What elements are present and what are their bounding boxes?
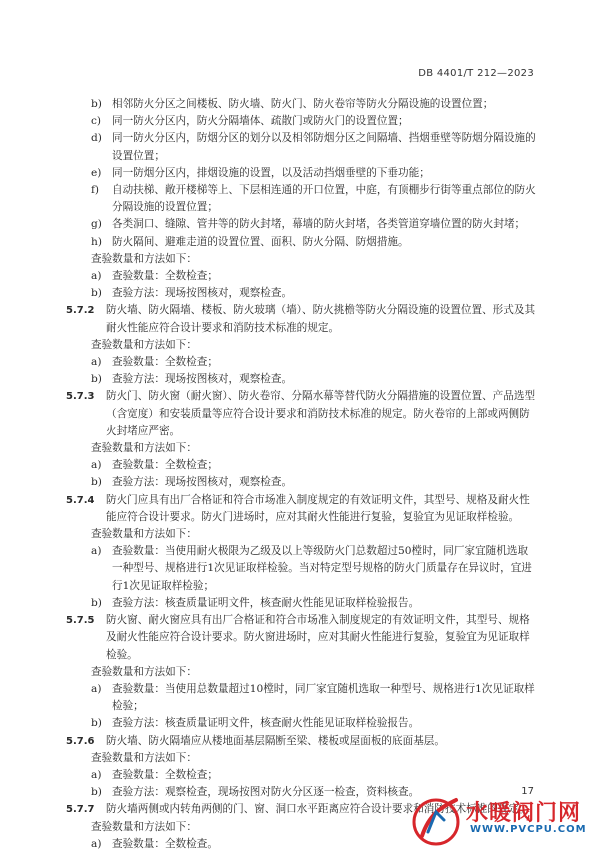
pv-logo-icon <box>410 792 466 848</box>
paragraph: 查验数量和方法如下： <box>91 751 197 764</box>
clause <box>66 612 538 664</box>
list-text: 查验数量：全数检查； <box>112 768 218 781</box>
list-marker: a) <box>91 270 102 283</box>
list-text: 查验数量：当使用耐火极限为乙级及以上等级防火门总数超过50樘时，同厂家宜随机选取一种型号、规格进行1次见证取样检验。当对特定型号规格的防火门质量存在异议时，宜进行1次见证取样检验； <box>112 545 532 592</box>
list-text: 同一防火分区内，防火分隔墙体、疏散门或防火门的设置位置； <box>112 115 409 128</box>
list-marker: c) <box>91 115 102 128</box>
list-text: 查验方法：核查质量证明文件，核查耐火性能见证取样检验报告。 <box>112 717 420 730</box>
list-text: 查验数量：全数检查。 <box>112 837 218 850</box>
clause <box>66 388 538 440</box>
watermark-brand: 水暖阀门网 <box>466 801 582 826</box>
clause-number: 5.7.2 <box>66 305 95 317</box>
list-item <box>66 216 538 233</box>
list-item <box>66 715 538 732</box>
paragraph: 查验数量和方法如下： <box>91 665 197 678</box>
clause-text: 防火墙、防火隔墙、楼板、防火玻璃（墙）、防火挑檐等防火分隔设施的设置位置、形式及其耐火性能应符合设计要求和消防技术标准的规定。 <box>106 304 536 334</box>
list-marker: b) <box>91 287 102 300</box>
document-code: DB 4401/T 212—2023 <box>418 68 534 79</box>
list-item <box>66 543 538 595</box>
clause-number: 5.7.5 <box>66 615 95 627</box>
list-item <box>66 371 538 388</box>
list-item <box>66 354 538 371</box>
list-text: 查验数量：全数检查； <box>112 356 218 369</box>
list-item <box>66 130 538 164</box>
list-item <box>66 595 538 612</box>
list-item <box>66 457 538 474</box>
list-text: 同一防火分区内，防烟分区的划分以及相邻防烟分区之间隔墙、挡烟垂壁等防烟分隔设施的设置位置； <box>112 132 536 162</box>
list-item <box>66 285 538 302</box>
list-item <box>66 234 538 251</box>
list-item <box>66 96 538 113</box>
watermark-url: WWW.PVCPU.COM <box>470 824 587 835</box>
paragraph: 查验数量和方法如下： <box>91 820 197 833</box>
list-text: 查验方法：现场按图核对，观察检查。 <box>112 476 293 489</box>
paragraph: 查验数量和方法如下： <box>91 252 197 265</box>
list-marker: a) <box>91 545 102 558</box>
list-marker: b) <box>91 98 102 110</box>
paragraph: 查验数量和方法如下： <box>91 338 197 351</box>
list-text: 查验方法：现场按图核对，观察检查。 <box>112 287 293 300</box>
paragraph: 查验数量和方法如下： <box>91 442 197 455</box>
list-marker: a) <box>91 356 102 369</box>
list-item <box>66 165 538 182</box>
list-marker: b) <box>91 717 102 730</box>
list-item <box>66 474 538 491</box>
document-body <box>66 96 538 853</box>
list-text: 查验数量：全数检查； <box>112 459 218 472</box>
list-text: 各类洞口、缝隙、管井等的防火封堵，幕墙的防火封堵，各类管道穿墙位置的防火封堵； <box>112 218 526 231</box>
list-marker: a) <box>91 768 102 781</box>
page-number: 17 <box>521 786 534 797</box>
list-item <box>66 113 538 130</box>
clause-number: 5.7.3 <box>66 391 95 403</box>
list-marker: d) <box>91 132 102 145</box>
list-text: 查验数量：当使用总数量超过10樘时，同厂家宜随机选取一种型号、规格进行1次见证取样检验； <box>112 682 535 713</box>
clause-number: 5.7.4 <box>66 494 95 506</box>
list-marker: g) <box>91 218 102 231</box>
list-item <box>66 182 538 216</box>
clause-number: 5.7.6 <box>66 735 95 747</box>
list-text: 查验方法：现场按图核对，观察检查。 <box>112 373 293 386</box>
list-text: 相邻防火分区之间楼板、防火墙、防火门、防火卷帘等防火分隔设施的设置位置； <box>112 98 494 110</box>
clause-text: 防火门应具有出厂合格证和符合市场准入制度规定的有效证明文件，其型号、规格及耐火性能应符合设计要求。防火门进场时，应对其耐火性能进行复验，复验宜为见证取样检验。 <box>106 493 530 523</box>
list-text: 查验方法：观察检查，现场按图对防火分区逐一检查，资料核查。 <box>112 786 420 799</box>
list-item <box>66 268 538 285</box>
list-text: 查验数量：全数检查； <box>112 270 218 283</box>
clause-text: 防火门、防火窗（耐火窗）、防火卷帘、分隔水幕等替代防火分隔措施的设置位置、产品选型（含宽度）和安装质量等应符合设计要求和消防技术标准的规定。防火卷帘的上部或两侧防火封堵应严密。 <box>106 390 536 437</box>
list-marker: a) <box>91 682 102 695</box>
clause-text: 防火墙两侧或内转角两侧的门、窗、洞口水平距离应符合设计要求和消防技术标准的规定。 <box>106 803 530 816</box>
list-marker: b) <box>91 373 102 386</box>
list-text: 防火隔间、避难走道的设置位置、面积、防火分隔、防烟措施。 <box>112 235 409 248</box>
list-marker: b) <box>91 786 102 799</box>
list-text: 同一防烟分区内，排烟设施的设置，以及活动挡烟垂壁的下垂功能； <box>112 166 430 179</box>
list-marker: f) <box>91 184 100 197</box>
clause-text: 防火窗、耐火窗应具有出厂合格证和符合市场准入制度规定的有效证明文件，其型号、规格及耐火性能应符合设计要求。防火窗进场时，应对其耐火性能进行复验，复验宜为见证取样检验。 <box>106 614 530 661</box>
list-item <box>66 681 538 715</box>
list-marker: b) <box>91 476 102 489</box>
clause-number: 5.7.7 <box>66 804 95 816</box>
watermark-logo <box>410 792 600 848</box>
list-marker: a) <box>91 459 102 472</box>
list-item <box>66 767 538 784</box>
list-marker: a) <box>91 837 102 850</box>
clause-text: 防火墙、防火隔墙应从楼地面基层隔断至梁、楼板或屋面板的底面基层。 <box>106 734 445 747</box>
clause <box>66 492 538 526</box>
list-text: 自动扶梯、敞开楼梯等上、下层相连通的开口位置，中庭，有顶棚步行街等重点部位的防火分隔设施的设置位置； <box>112 184 536 214</box>
paragraph: 查验数量和方法如下： <box>91 528 197 541</box>
clause <box>66 733 538 750</box>
list-marker: h) <box>91 235 102 248</box>
list-marker: e) <box>91 166 102 179</box>
list-marker: b) <box>91 596 102 609</box>
list-text: 查验方法：核查质量证明文件，核查耐火性能见证取样检验报告。 <box>112 596 420 609</box>
clause <box>66 302 538 336</box>
